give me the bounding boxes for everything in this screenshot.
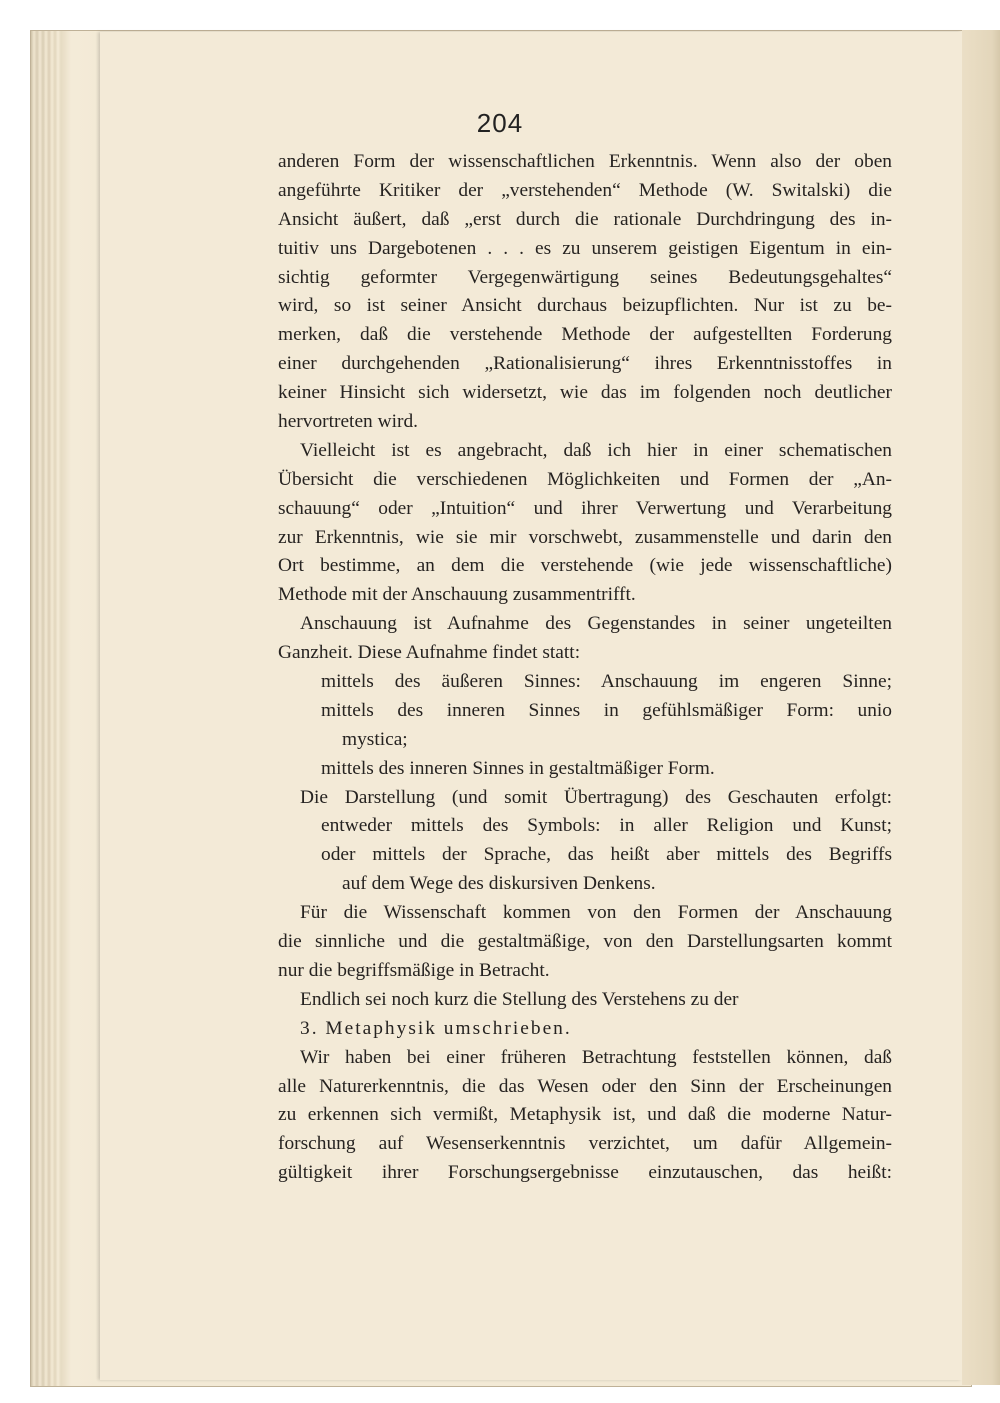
text-line: gültigkeit ihrer Forschungsergebnisse einzutauschen, das heißt: bbox=[278, 1162, 892, 1184]
text-line: mittels des äußeren Sinnes: Anschauung im engeren Sinne; bbox=[321, 671, 892, 693]
text-line: Endlich sei noch kurz die Stellung des Verstehens zu der bbox=[300, 988, 739, 1010]
text-line: schauung“ oder „Intuition“ und ihrer Verwertung und Verarbeitung bbox=[278, 497, 892, 519]
section-heading: 3. Metaphysik umschrieben. bbox=[300, 1017, 572, 1039]
text-line: einer durchgehenden „Rationalisierung“ ihres Erkenntnisstoffes in bbox=[278, 353, 892, 375]
text-line: Übersicht die verschiedenen Möglichkeiten und Formen der „An- bbox=[278, 468, 892, 490]
text-line: hervortreten wird. bbox=[278, 411, 418, 433]
text-line: zu erkennen sich vermißt, Metaphysik ist, und daß die moderne Natur- bbox=[278, 1104, 892, 1126]
text-line: nur die begriffsmäßige in Betracht. bbox=[278, 959, 550, 981]
text-line: oder mittels der Sprache, das heißt aber mittels des Begriffs bbox=[321, 844, 892, 866]
text-line: anderen Form der wissenschaftlichen Erkenntnis. Wenn also der oben bbox=[278, 151, 892, 172]
text-line: auf dem Wege des diskursiven Denkens. bbox=[342, 873, 656, 895]
text-line: entweder mittels des Symbols: in aller Religion und Kunst; bbox=[321, 815, 892, 837]
text-line: tuitiv uns Dargebotenen . . . es zu unserem geistigen Eigentum in ein- bbox=[278, 237, 892, 259]
text-line: forschung auf Wesenserkenntnis verzichtet, um dafür Allgemein- bbox=[278, 1133, 892, 1155]
text-line: wird, so ist seiner Ansicht durchaus beizupflichten. Nur ist zu be- bbox=[278, 295, 892, 317]
text-line: Ansicht äußert, daß „erst durch die rationale Durchdringung des in- bbox=[278, 208, 892, 230]
text-line: Ort bestimme, an dem die verstehende (wie jede wissenschaftliche) bbox=[278, 555, 892, 577]
text-line: Für die Wissenschaft kommen von den Formen der Anschauung bbox=[300, 902, 892, 924]
text-line: mittels des inneren Sinnes in gefühlsmäßiger Form: unio bbox=[321, 699, 892, 721]
text-line: Methode mit der Anschauung zusammentrifft. bbox=[278, 584, 636, 606]
text-line: alle Naturerkenntnis, die das Wesen oder den Sinn der Erscheinungen bbox=[278, 1075, 892, 1097]
body-text bbox=[278, 148, 892, 1188]
text-line: Die Darstellung (und somit Übertragung) des Geschauten erfolgt: bbox=[300, 786, 892, 808]
page-edge bbox=[962, 30, 1000, 1385]
text-line: angeführte Kritiker der „verstehenden“ Methode (W. Switalski) die bbox=[278, 179, 892, 201]
text-line: zur Erkenntnis, wie sie mir vorschwebt, zusammenstelle und darin den bbox=[278, 526, 892, 548]
text-line: keiner Hinsicht sich widersetzt, wie das im folgenden noch deutlicher bbox=[278, 382, 892, 404]
text-line: mystica; bbox=[342, 728, 408, 750]
text-line: Vielleicht ist es angebracht, daß ich hier in einer schematischen bbox=[300, 439, 892, 461]
text-line: die sinnliche und die gestaltmäßige, von den Darstellungsarten kommt bbox=[278, 931, 892, 953]
page-number: 204 bbox=[476, 108, 524, 138]
text-line: Anschauung ist Aufnahme des Gegenstandes in seiner ungeteilten bbox=[300, 613, 892, 635]
text-line: Wir haben bei einer früheren Betrachtung feststellen können, daß bbox=[300, 1046, 892, 1068]
text-line: sichtig geformter Vergegenwärtigung seines Bedeutungsgehaltes“ bbox=[278, 266, 892, 288]
text-line: Ganzheit. Diese Aufnahme findet statt: bbox=[278, 642, 581, 664]
text-line: merken, daß die verstehende Methode der aufgestellten Forderung bbox=[278, 324, 892, 346]
text-line: mittels des inneren Sinnes in gestaltmäßiger Form. bbox=[321, 757, 715, 779]
